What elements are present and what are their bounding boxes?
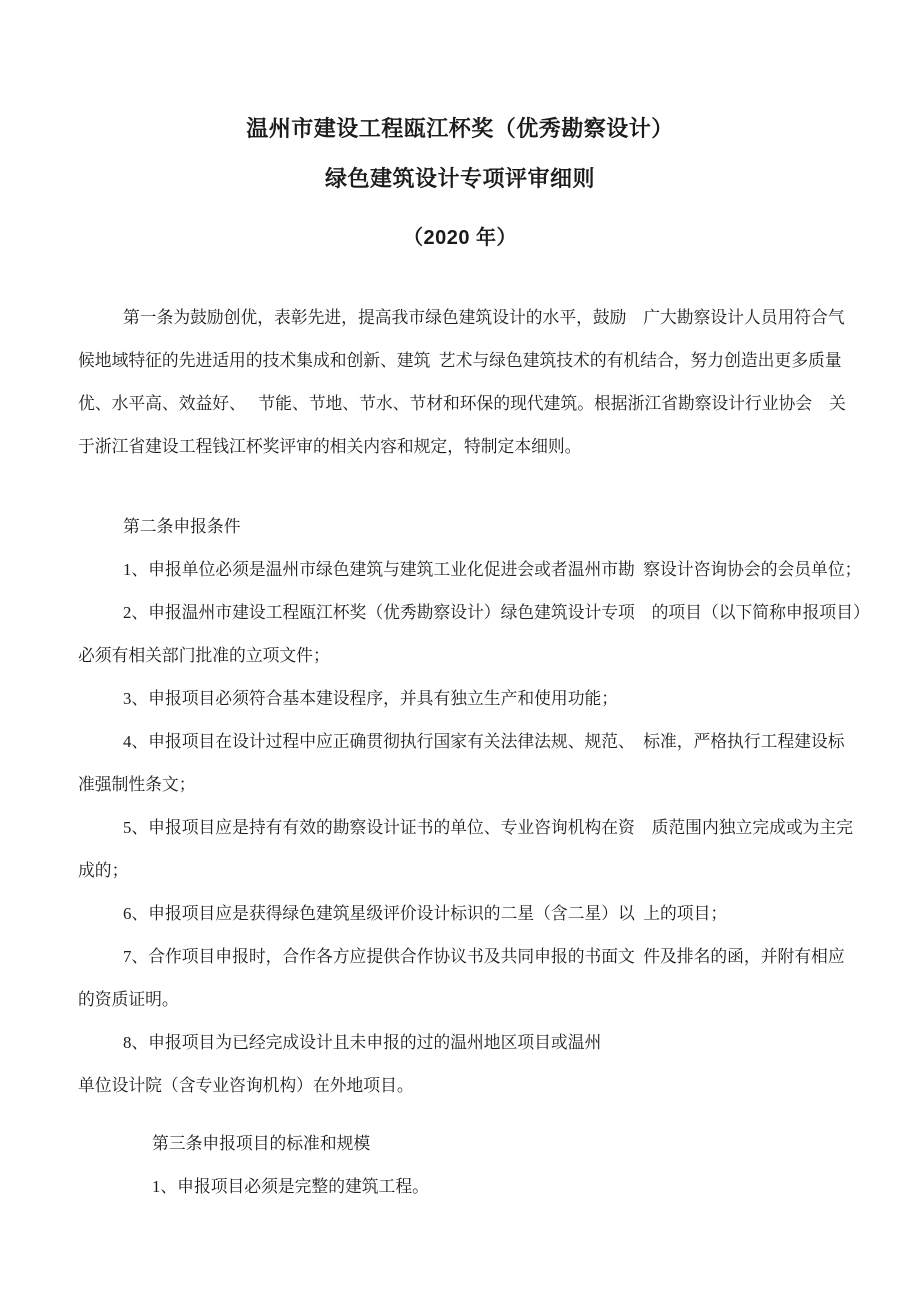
- document-body: [78, 296, 868, 1208]
- list-item-line: 7、合作项目申报时，合作各方应提供合作协议书及共同申报的书面文 件及排名的函，并附有相应: [123, 947, 845, 966]
- list-item-line: 2、申报温州市建设工程瓯江杯奖（优秀勘察设计）绿色建筑设计专项 的项目（以下简称申报项目）: [123, 603, 870, 622]
- section-heading-article-3: 第三条申报项目的标准和规模: [152, 1134, 371, 1153]
- list-item-line: 成的；: [78, 861, 129, 880]
- list-item-line: 8、申报项目为已经完成设计且未申报的过的温州地区项目或温州: [123, 1033, 602, 1052]
- list-item-line: 单位设计院（含专业咨询机构）在外地项目。: [78, 1076, 414, 1095]
- list-item-line: 3、申报项目必须符合基本建设程序，并具有独立生产和使用功能；: [123, 689, 619, 708]
- paragraph-line: 于浙江省建设工程钱江杯奖评审的相关内容和规定，特制定本细则。: [78, 437, 582, 456]
- list-item-line: 6、申报项目应是获得绿色建筑星级评价设计标识的二星（含二星）以 上的项目；: [123, 904, 728, 923]
- paragraph-line: 候地域特征的先进适用的技术集成和创新、建筑 艺术与绿色建筑技术的有机结合，努力创造出更多质量: [78, 351, 842, 370]
- document-title-line-1: 温州市建设工程瓯江杯奖（优秀勘察设计）: [246, 116, 674, 141]
- section-heading-article-2: 第二条申报条件: [123, 517, 241, 536]
- document-title-year: （2020 年）: [402, 227, 518, 249]
- paragraph-line: 第一条为鼓励创优，表彰先进，提高我市绿色建筑设计的水平，鼓励 广大勘察设计人员用符合气: [123, 308, 845, 327]
- list-item-line: 准强制性条文；: [78, 775, 196, 794]
- list-item-line: 1、申报项目必须是完整的建筑工程。: [152, 1177, 429, 1196]
- list-item-line: 5、申报项目应是持有有效的勘察设计证书的单位、专业咨询机构在资 质范围内独立完成或为主完: [123, 818, 853, 837]
- list-item-line: 4、申报项目在设计过程中应正确贯彻执行国家有关法律法规、规范、 标准，严格执行工程建设标: [123, 732, 845, 751]
- list-item-line: 1、申报单位必须是温州市绿色建筑与建筑工业化促进会或者温州市勘 察设计咨询协会的会员单位；: [123, 560, 862, 579]
- list-item-line: 的资质证明。: [78, 990, 179, 1009]
- document-title-line-2: 绿色建筑设计专项评审细则: [324, 166, 595, 191]
- list-item-line: 必须有相关部门批准的立项文件；: [78, 646, 330, 665]
- paragraph-line: 优、水平高、效益好、 节能、节地、节水、节材和环保的现代建筑。根据浙江省勘察设计行业协会 关: [78, 394, 846, 413]
- document-title-block: [0, 0, 920, 263]
